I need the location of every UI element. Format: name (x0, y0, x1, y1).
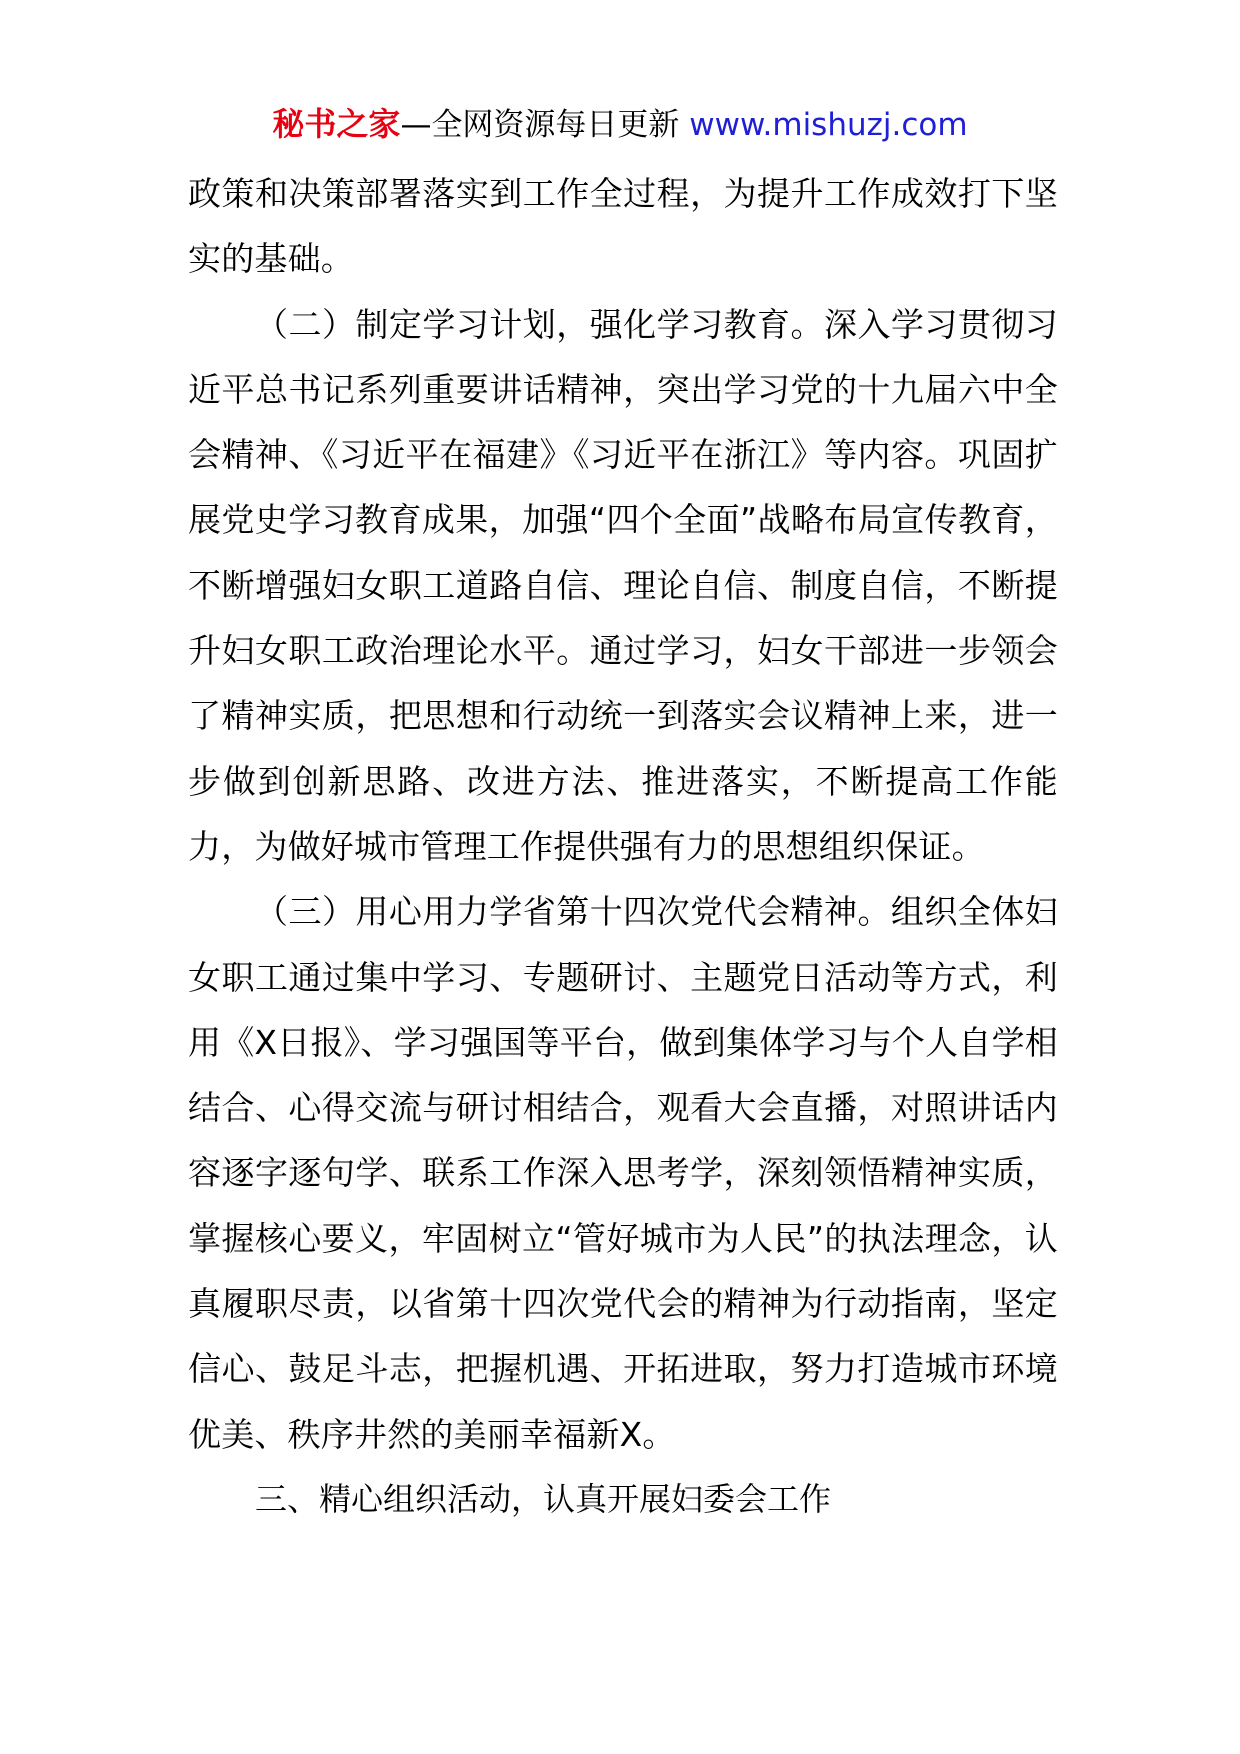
site-url-link[interactable]: www.mishuzj.com (689, 107, 968, 143)
page-header (0, 100, 1240, 149)
paragraph-provincial-congress: （三）用心用力学省第十四次党代会精神。组织全体妇女职工通过集中学习、专题研讨、主题党日活动等方式，利用《X日报》、学习强国等平台，做到集体学习与个人自学相结合、心得交流与研讨相结合，观看大会直播，对照讲话内容逐字逐句学、联系工作深入思考学，深刻领悟精神实质，掌握核心要义，牢固树立“管好城市为人民”的执法理念，认真履职尽责，以省第十四次党代会的精神为行动指南，坚定信心、鼓足斗志，把握机遇、开拓进取，努力打造城市环境优美、秩序井然的美丽幸福新X。 (188, 892, 1058, 1454)
paragraph-continuation: 政策和决策部署落实到工作全过程，为提升工作成效打下坚实的基础。 (188, 174, 1058, 279)
site-brand: 秘书之家 (272, 105, 401, 143)
paragraph-study-plan: （二）制定学习计划，强化学习教育。深入学习贯彻习近平总书记系列重要讲话精神，突出学习党的十九届六中全会精神、《习近平在福建》《习近平在浙江》等内容。巩固扩展党史学习教育成果，加强“四个全面”战略布局宣传教育，不断增强妇女职工道路自信、理论自信、制度自信，不断提升妇女职工政治理论水平。通过学习，妇女干部进一步领会了精神实质，把思想和行动统一到落实会议精神上来，进一步做到创新思路、改进方法、推进落实，不断提高工作能力，为做好城市管理工作提供强有力的思想组织保证。 (188, 304, 1058, 866)
document-body (188, 161, 1058, 1532)
section-heading: 三、精心组织活动，认真开展妇委会工作 (255, 1479, 832, 1518)
site-tagline: —全网资源每日更新 (400, 107, 690, 143)
